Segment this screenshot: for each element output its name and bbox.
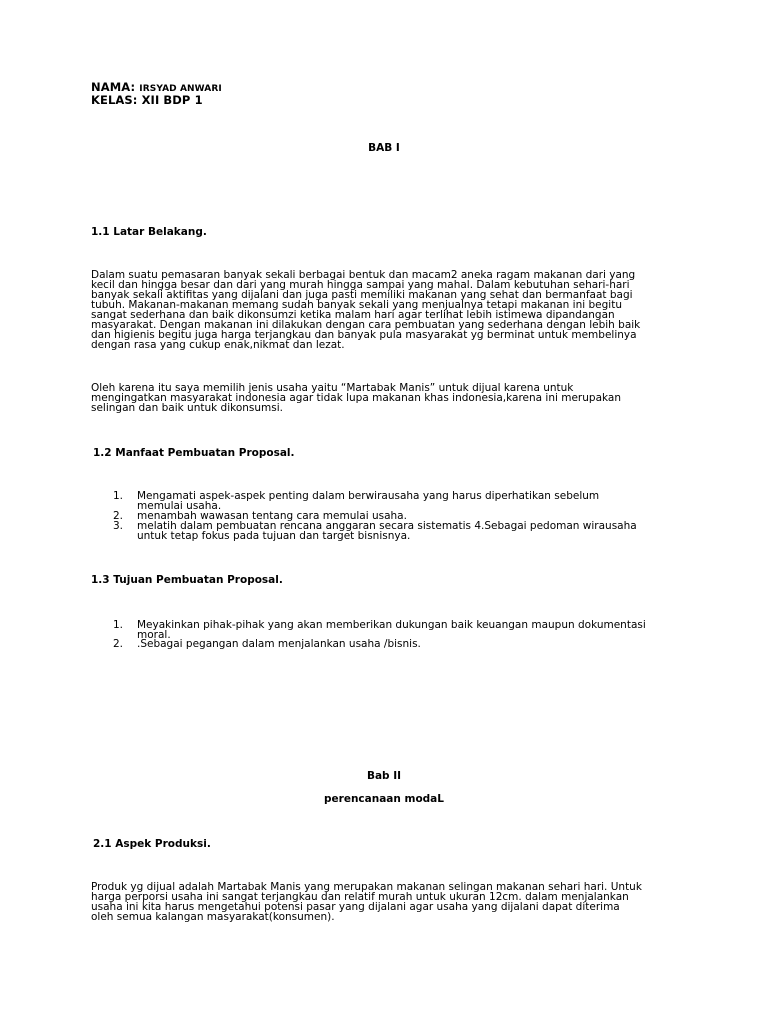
section-1-1-heading: 1.1 Latar Belakang. bbox=[91, 226, 207, 238]
text-line: melatih dalam pembuatan rencana anggaran secara sistematis 4.Sebagai pedoman wirausaha bbox=[137, 520, 637, 532]
text-line: Oleh karena itu saya memilih jenis usaha yaitu “Martabak Manis” untuk dijual karena untuk bbox=[91, 382, 574, 394]
text-line: moral. bbox=[137, 629, 171, 641]
text-line: Meyakinkan pihak-pihak yang akan memberikan dukungan baik keuangan maupun dokumentasi bbox=[137, 619, 646, 631]
list-item bbox=[113, 620, 697, 640]
text-line: menambah wawasan tentang cara memulai usaha. bbox=[137, 510, 407, 522]
text-line: Mengamati aspek-aspek penting dalam berwirausaha yang harus diperhatikan sebelum bbox=[137, 490, 600, 502]
text-line: memulai usaha. bbox=[137, 500, 222, 512]
name-label: NAMA: bbox=[91, 80, 136, 94]
text-line: mengingatkan masyarakat indonesia agar tidak lupa makanan khas indonesia,karena ini merupakan bbox=[91, 392, 621, 404]
text-line: dengan rasa yang cukup enak,nikmat dan lezat. bbox=[91, 339, 345, 351]
list-item bbox=[113, 639, 697, 649]
chapter-2-subtitle: perencanaan modaL bbox=[324, 793, 444, 805]
section-1-3-heading: 1.3 Tujuan Pembuatan Proposal. bbox=[91, 574, 283, 586]
list-number: 3. bbox=[113, 520, 124, 532]
section-1-2-heading: 1.2 Manfaat Pembuatan Proposal. bbox=[93, 447, 295, 459]
text-line: dan higienis begitu juga harga terjangkau dan banyak pula masyarakat yg berminat untuk membelinya bbox=[91, 329, 637, 341]
text-line: sangat sederhana dan baik dikonsumzi ketika malam hari agar terlihat lebih istimewa dipandangan bbox=[91, 309, 615, 321]
text-line: masyarakat. Dengan makanan ini dilakukan dengan cara pembuatan yang sederhana dengan lebih baik bbox=[91, 319, 641, 331]
class-value: XII BDP 1 bbox=[141, 93, 203, 107]
text-line: selingan dan baik untuk dikonsumsi. bbox=[91, 402, 283, 414]
text-line: harga perporsi usaha ini sangat terjangkau dan relatif murah untuk ukuran 12cm. dalam menjalankan bbox=[91, 891, 629, 903]
section-2-1-paragraph bbox=[91, 882, 681, 922]
text-line: oleh semua kalangan masyarakat(konsumen). bbox=[91, 911, 335, 923]
text-line: Dalam suatu pemasaran banyak sekali berbagai bentuk dan macam2 aneka ragam makanan dari yang bbox=[91, 269, 636, 281]
section-1-1-paragraph-2 bbox=[91, 383, 681, 413]
text-line: tubuh. Makanan-makanan memang sudah banyak sekali yang menjualnya tetapi makanan ini begitu bbox=[91, 299, 622, 311]
list-number: 2. bbox=[113, 638, 124, 650]
student-name bbox=[91, 80, 222, 94]
list-item bbox=[113, 521, 697, 541]
chapter-2-title: Bab II bbox=[366, 770, 402, 782]
text-line: usaha ini kita harus mengetahui potensi pasar yang dijalani agar usaha yang dijalani dapat diterima bbox=[91, 901, 620, 913]
list-item bbox=[113, 491, 697, 511]
name-value: IRSYAD ANWARI bbox=[139, 84, 222, 94]
list-number: 2. bbox=[113, 510, 124, 522]
section-2-1-heading: 2.1 Aspek Produksi. bbox=[93, 838, 211, 850]
text-line: kecil dan hingga besar dan dari yang murah hingga sampai yang mahal. Dalam kebutuhan sehari-hari bbox=[91, 279, 630, 291]
list-number: 1. bbox=[113, 619, 124, 631]
section-1-1-paragraph-1 bbox=[91, 270, 681, 350]
student-class bbox=[91, 93, 203, 107]
text-line: .Sebagai pegangan dalam menjalankan usaha /bisnis. bbox=[137, 638, 421, 650]
text-line: banyak sekali aktifitas yang dijalani dan juga pasti memiliki makanan yang sehat dan bermanfaat bagi bbox=[91, 289, 633, 301]
class-label: KELAS: bbox=[91, 93, 138, 107]
text-line: untuk tetap fokus pada tujuan dan target bisnisnya. bbox=[137, 530, 411, 542]
chapter-1-title: BAB I bbox=[368, 142, 400, 154]
text-line: Produk yg dijual adalah Martabak Manis yang merupakan makanan selingan makanan sehari hari. Untuk bbox=[91, 881, 642, 893]
list-number: 1. bbox=[113, 490, 124, 502]
